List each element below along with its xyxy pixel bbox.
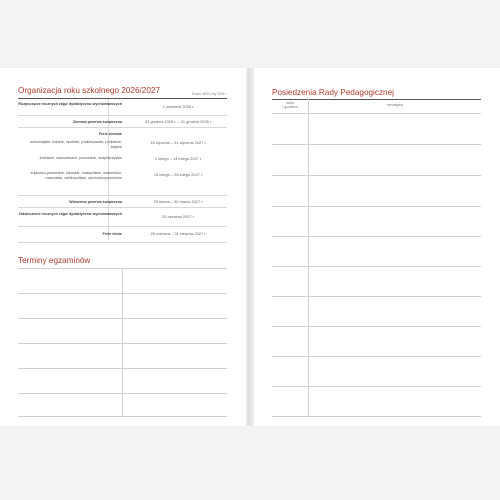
council-row-line xyxy=(272,416,481,417)
table-row xyxy=(18,207,227,226)
exams-row-line xyxy=(18,368,227,369)
council-row-line xyxy=(272,356,481,357)
row-label: dolnośląskie, łódzkie, opolskie, podkarpackie, podlaskie, śląskie xyxy=(29,140,122,149)
row-date: 28 czerwca – 31 sierpnia 2027 r. xyxy=(150,231,207,236)
row-label: Zakończenie rocznych zajęć dydaktyczno-wychowawczych xyxy=(18,212,122,216)
row-label: Wiosenna przerwa świąteczna xyxy=(69,199,122,204)
row-label: Zimowa przerwa świąteczna xyxy=(72,119,122,124)
row-date: 25 marca – 30 marca 2027 r. xyxy=(153,198,204,204)
source-note: Źródło: MEN, luty 2026 r. xyxy=(191,92,227,96)
table-row-group xyxy=(18,127,227,195)
table-row xyxy=(18,98,227,115)
council-row-line xyxy=(272,206,481,207)
exams-row-line xyxy=(18,393,227,394)
council-row-line xyxy=(272,296,481,297)
table-row xyxy=(18,115,227,127)
exams-row-line xyxy=(18,268,227,269)
row-label: Ferie letnie xyxy=(102,232,122,236)
exams-row-line xyxy=(18,416,227,417)
council-row-line xyxy=(272,236,481,237)
row-date: 18 stycznia – 31 stycznia 2027 r. xyxy=(150,140,207,145)
council-row-line xyxy=(272,326,481,327)
council-row-line xyxy=(272,175,481,176)
column-header-topic: tematyka xyxy=(387,103,403,107)
council-row-line xyxy=(272,386,481,387)
table-row xyxy=(18,195,227,207)
row-label: kujawsko-pomorskie, lubuskie, małopolskie, warmińsko-mazurskie, wielkopolskie, zachodniopomorskie xyxy=(30,171,122,180)
council-title: Posiedzenia Rady Pedagogicznej xyxy=(272,88,394,97)
row-date: 1 września 2026 r. xyxy=(162,103,195,109)
row-date: 25 czerwca 2027 r. xyxy=(162,213,195,219)
exams-row-line xyxy=(18,318,227,319)
council-row-line xyxy=(272,266,481,267)
exams-row-line xyxy=(18,293,227,294)
council-row-line xyxy=(272,113,481,114)
exams-title: Terminy egzaminów xyxy=(18,256,91,265)
council-row-line xyxy=(272,144,481,145)
row-date: 23 grudnia 2026 r. – 31 grudnia 2026 r. xyxy=(144,118,213,124)
row-label: Rozpoczęcie rocznych zajęć dydaktyczno-wychowawczych xyxy=(18,101,122,106)
council-column-divider xyxy=(308,99,309,417)
column-header-date: data i godzina xyxy=(282,101,298,110)
school-year-table xyxy=(18,98,227,243)
row-label: Ferie zimowe xyxy=(98,132,122,136)
council-header-top-line xyxy=(272,99,481,100)
right-page xyxy=(254,68,500,426)
row-date: 15 lutego – 28 lutego 2027 r. xyxy=(153,172,204,177)
exams-row-line xyxy=(18,343,227,344)
school-year-title: Organizacja roku szkolnego 2026/2027 xyxy=(18,86,161,95)
book-spine xyxy=(246,68,254,426)
table-row xyxy=(18,226,227,243)
row-label: lubelskie, mazowieckie, pomorskie, świętokrzyskie xyxy=(39,156,122,160)
row-date: 1 lutego – 14 lutego 2027 r. xyxy=(154,156,203,161)
